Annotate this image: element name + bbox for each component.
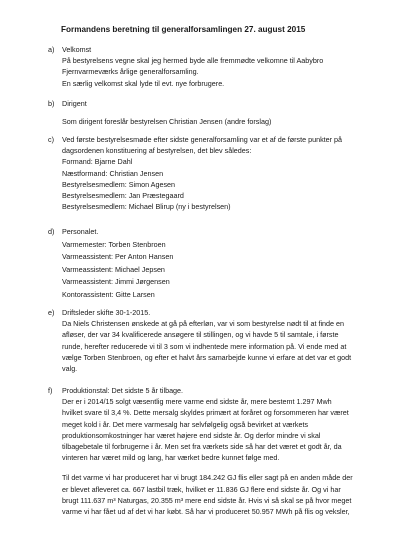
section-letter: c): [48, 135, 54, 144]
section-heading: Dirigent: [62, 99, 87, 108]
text-line: varme vi har fået ud af det vi har købt. Så har vi produceret 50.957 MWh på flis og veksler,: [62, 507, 350, 517]
section-letter: b): [48, 99, 55, 108]
text-line: Fjernvarmeværks årlige generalforsamling.: [62, 67, 199, 77]
section-letter: a): [48, 45, 55, 54]
text-line: Til det varme vi har produceret har vi brugt 184.242 GJ flis eller sagt på en anden måde der: [62, 473, 353, 483]
text-line: En særlig velkomst skal lyde til evt. nye forbrugere.: [62, 78, 225, 88]
section-letter: e): [48, 308, 55, 317]
section-manager-change: [48, 307, 380, 374]
text-line: er blevet afleveret ca. 667 lastbil træk, hvilket er 11.836 GJ flere end sidste år. Og vi har: [62, 484, 341, 494]
section-letter: f): [48, 386, 53, 395]
section-heading: Produktionstal: Det sidste 5 år tilbage.: [62, 386, 184, 395]
text-line: meget kold i år. Det mere varmesalg har selvfølgelig også bevirket at værkets: [62, 419, 309, 429]
section-heading: Personalet.: [62, 227, 99, 236]
board-member: Næstformand: Christian Jensen: [62, 168, 164, 178]
text-line: Som dirigent foreslår bestyrelsen Christian Jensen (andre forslag): [62, 117, 272, 127]
text-line: Da Niels Christensen ønskede at gå på efterløn, var vi som bestyrelse nødt til at finde en: [62, 319, 345, 329]
board-member: Bestyrelsesmedlem: Simon Agesen: [62, 179, 176, 189]
section-production: [48, 385, 380, 517]
text-line: valg.: [62, 364, 78, 374]
text-line: tilbagebetale til forbrugerne i år. Men set fra værkets side så har det været et godt år, da: [62, 442, 342, 452]
board-member: Formand: Bjarne Dahl: [62, 157, 133, 167]
text-line: brugt 111.637 m³ Naturgas, 20.355 m³ mere end sidste år. Hvis vi så skal se på hvor meget: [62, 495, 352, 505]
section-welcome: [48, 44, 380, 89]
text-line: Ved første bestyrelsesmøde efter sidste generalforsamling var et af de første punkter på: [62, 135, 343, 144]
section-heading: Velkomst: [62, 45, 92, 54]
section-letter: d): [48, 227, 55, 236]
board-member: Bestyrelsesmedlem: Jan Præstegaard: [62, 191, 184, 201]
text-line: vinteren har været mild og lang, har værket bedre kunnet følge med.: [62, 453, 280, 463]
text-line: produktionsomkostninger har været højere end sidste år. Og derfor mindre vi skal: [62, 430, 321, 440]
text-line: vælge Torben Stenbroen, og efter et halvt års samarbejde kunne vi erfare at det var et godt: [62, 352, 352, 362]
text-line: hvilket svare til 3,4 %. Dette mersalg skyldes primært at foråret og forsommeren har været: [62, 408, 349, 418]
text-line: Der er i 2014/15 solgt væsentlig mere varme end sidste år, mere bestemt 1.297 Mwh: [62, 397, 332, 407]
staff-member: Varmemester: Torben Stenbroen: [62, 239, 166, 249]
text-line: runde, herefter reducerede vi til 3 som vi indhentede mere information på. Vi ende med at: [62, 341, 347, 351]
section-chairperson: [48, 98, 380, 127]
staff-member: Varmeassistent: Jimmi Jørgensen: [62, 277, 170, 286]
text-line: afløser, der var 34 kvalificerede ansøgere til stillingen, og vi havde 5 til samtale, i første: [62, 330, 339, 340]
text-line: dagsordenen konstituering af bestyrelsen, det blev således:: [62, 146, 252, 156]
section-board: [48, 134, 380, 212]
text-line: På bestyrelsens vegne skal jeg hermed byde alle fremmødte velkomne til Aabybro: [62, 56, 324, 66]
section-staff: [48, 226, 380, 301]
board-member: Bestyrelsesmedlem: Michael Blirup (ny i bestyrelsen): [62, 202, 231, 212]
document-title: Formandens beretning til generalforsamlingen 27. august 2015: [61, 25, 306, 34]
staff-member: Kontorassistent: Gitte Larsen: [62, 289, 155, 299]
section-heading: Driftsleder skifte 30-1-2015.: [62, 308, 151, 317]
staff-member: Varmeassistent: Per Anton Hansen: [62, 252, 174, 261]
staff-member: Varmeassistent: Michael Jepsen: [62, 264, 165, 274]
